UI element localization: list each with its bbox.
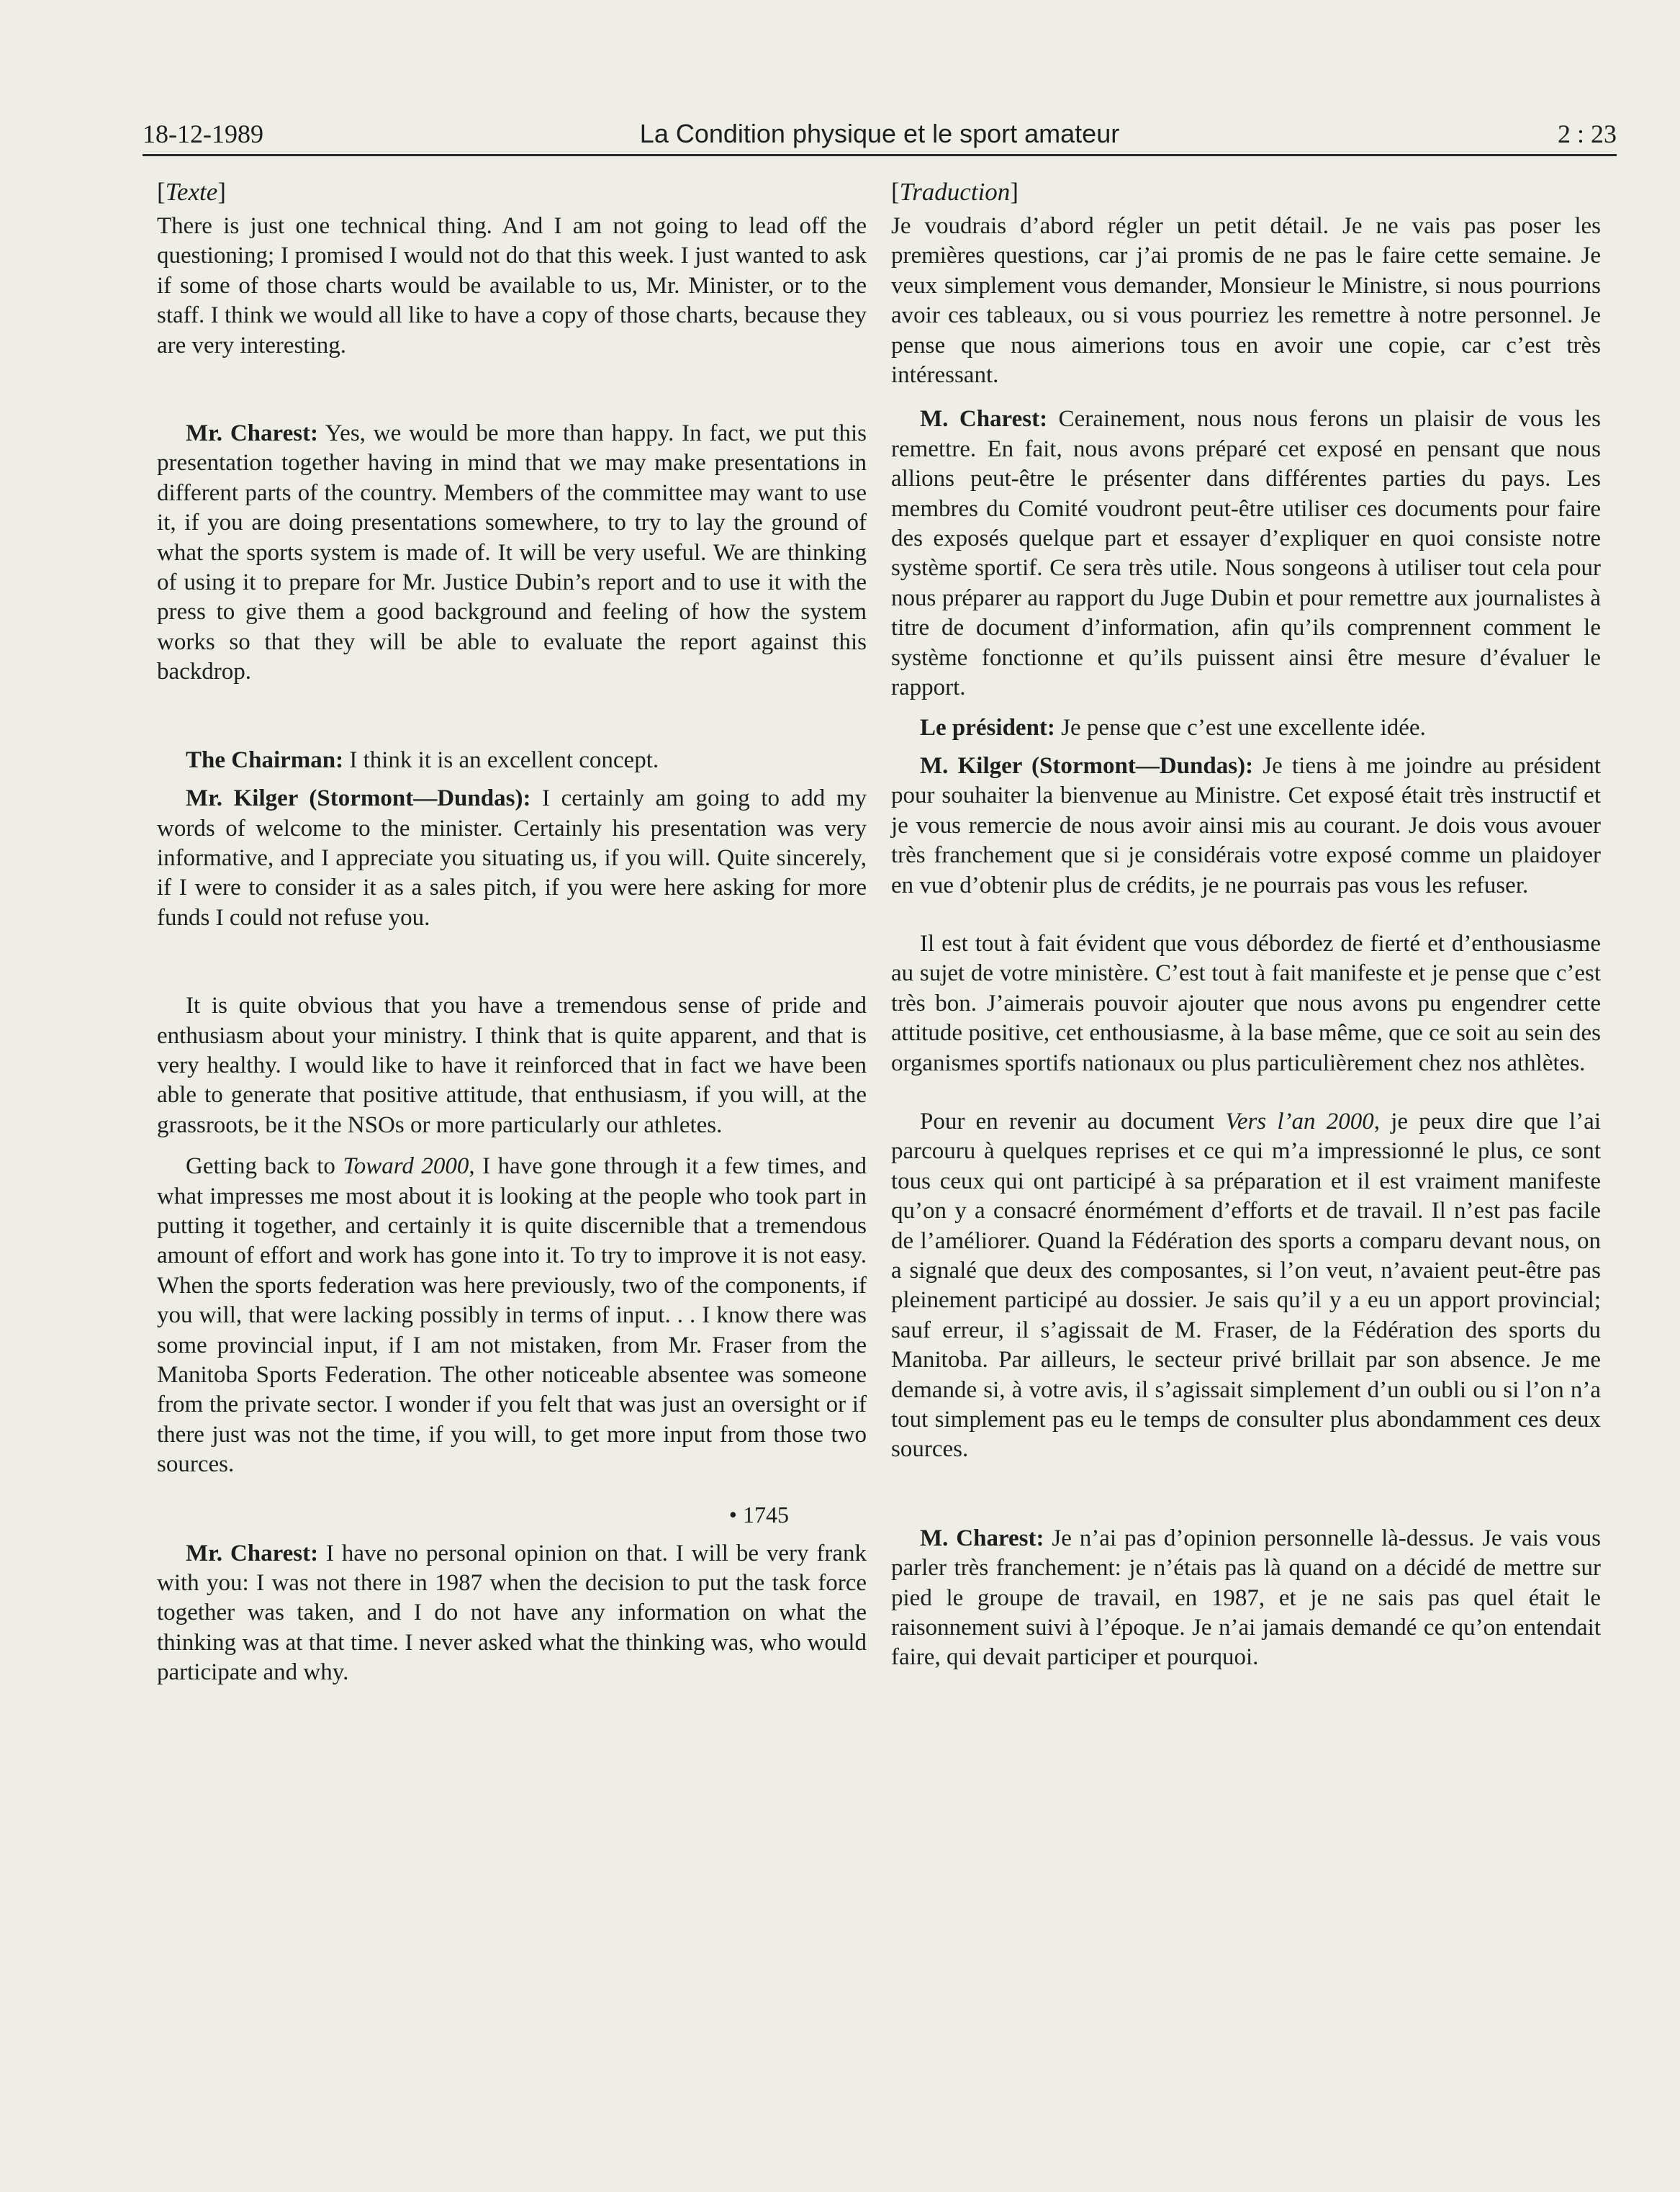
left-column <box>157 177 867 1688</box>
left-paragraph: Mr. Kilger (Stormont—Dundas): I certainly am going to add my words of welcome to the minister. Certainly his presentation was very informative, and I appreciate you situating us, if you will. Quite sincerely, if I were to consider it as a sales pitch, if you were here asking for more funds I could not refuse you. <box>157 785 867 931</box>
right-paragraph: M. Charest: Je n’ai pas d’opinion personnelle là-dessus. Je vais vous parler très franchement: je n’étais pas là quand on a décidé de mettre sur pied le groupe de travail, en 1987, et je ne sais pas quel était le raisonnement suivi à l’époque. Je n’ai jamais demandé ce qu’on entendait faire, qui devait participer et pourquoi. <box>891 1525 1601 1671</box>
left-paragraph: The Chairman: I think it is an excellent concept. <box>186 747 659 773</box>
right-column <box>891 177 1601 1673</box>
left-paragraph: Getting back to Toward 2000, I have gone through it a few times, and what impresses me most about it is looking at the people who took part in putting it together, and certainly it is quite discernible that a tremendous amount of effort and work has gone into it. To try to improve it is not easy. When the sports federation was here previously, two of the components, if you will, that were lacking possibly in terms of input. . . I know there was some provincial input, if I am not mistaken, from Mr. Fraser from the Manitoba Sports Federation. The other noticeable absentee was someone from the private sector. I wonder if you felt that was just an oversight or if there just was not the time, if you will, to get more input from those two sources. <box>157 1153 867 1478</box>
left-paragraph: Mr. Charest: Yes, we would be more than happy. In fact, we put this presentation together having in mind that we may make presentations in different parts of the country. Members of the committee may want to use it, if you are doing presentations somewhere, to try to lay the ground of what the sports system is made of. It will be very useful. We are thinking of using it to prepare for Mr. Justice Dubin’s report and to use it with the press to give them a good background and feeling of how the system works so that they will be able to evaluate the report against this backdrop. <box>157 420 867 685</box>
speaker-name: M. Charest: <box>920 406 1048 433</box>
page-header <box>143 118 1617 156</box>
right-paragraph: Le président: Je pense que c’est une excellente idée. <box>920 714 1426 741</box>
speaker-name: Mr. Charest: <box>186 1540 319 1566</box>
speaker-name: Mr. Charest: <box>186 420 319 447</box>
document-title: Vers l’an 2000 <box>1225 1108 1374 1135</box>
speaker-name: Mr. Kilger (Stormont—Dundas): <box>186 785 531 812</box>
left-language-label: [Texte] <box>157 178 226 206</box>
header-title: La Condition physique et le sport amateur <box>639 119 1120 148</box>
timestamp: • 1745 <box>728 1501 789 1528</box>
right-paragraph: Il est tout à fait évident que vous débordez de fierté et d’enthousiasme au sujet de votre ministère. C’est tout à fait manifeste et je pense que c’est très bon. J’aimerais pouvoir ajouter que nous avons pu engendrer cette attitude positive, cet enthousiasme, à la base même, que ce soit au sein des organismes sportifs nationaux ou plus particulièrement chez nos athlètes. <box>891 930 1601 1076</box>
speaker-name: Le président: <box>920 714 1055 741</box>
header-page-number: 2 : 23 <box>1557 119 1617 148</box>
right-paragraph: Je voudrais d’abord régler un petit détail. Je ne vais pas poser les premières questions, car j’ai promis de ne pas le faire cette semaine. Je veux simplement vous demander, Monsieur le Ministre, si nous pourrions avoir ces tableaux, ou si vous pourriez les remettre à notre personnel. Je pense que nous aimerions tous en avoir une copie, car c’est très intéressant. <box>891 213 1601 389</box>
right-language-label: [Traduction] <box>891 178 1019 206</box>
left-paragraph: Mr. Charest: I have no personal opinion on that. I will be very frank with you: I was not there in 1987 when the decision to put the task force together was taken, and I do not have any information on what the thinking was at that time. I never asked what the thinking was, who would participate and why. <box>157 1540 867 1686</box>
left-paragraph: There is just one technical thing. And I am not going to lead off the questioning; I promised I would not do that this week. I just wanted to ask if some of those charts would be available to us, Mr. Minister, or to the staff. I think we would all like to have a copy of those charts, because they are very interesting. <box>157 213 867 358</box>
right-paragraph: Pour en revenir au document Vers l’an 2000, je peux dire que l’ai parcouru à quelques reprises et ce qui m’a impressionné le plus, ce sont tous ceux qui ont participé à sa préparation et il est vraiment manifeste qu’on y a consacré énormément d’efforts et de travail. Il n’est pas facile de l’améliorer. Quand la Fédération des sports a comparu devant nous, on a signalé que deux des composantes, si l’on veut, n’avaient peut-être pas pleinement participé au dossier. Je sais qu’il y a eu un apport provincial; sauf erreur, il s’agissait de M. Fraser, de la Fédération des sports du Manitoba. Par ailleurs, le secteur privé brillait par son absence. Je me demande si, à votre avis, il s’agissait simplement d’un oubli ou si l’on n’a tout simplement pas eu le temps de consulter plus abondamment ces deux sources. <box>891 1108 1601 1463</box>
speaker-name: The Chairman: <box>186 747 344 773</box>
speaker-name: M. Kilger (Stormont—Dundas): <box>920 752 1254 779</box>
right-paragraph: M. Kilger (Stormont—Dundas): Je tiens à me joindre au président pour souhaiter la bienvenue au Ministre. Cet exposé était très instructif et je vous remercie de nous avoir ainsi mis au courant. Je dois vous avouer très franchement que si je considérais votre exposé comme un plaidoyer en vue d’obtenir plus de crédits, je ne pourrais pas vous les refuser. <box>891 752 1601 898</box>
left-paragraph: It is quite obvious that you have a tremendous sense of pride and enthusiasm about your ministry. I think that is quite apparent, and that is very healthy. I would like to have it reinforced that in fact we have been able to generate that positive attitude, that enthusiasm, if you will, at the grassroots, be it the NSOs or more particularly our athletes. <box>157 993 867 1138</box>
speaker-name: M. Charest: <box>920 1525 1044 1551</box>
header-date: 18-12-1989 <box>143 119 263 148</box>
document-title: Toward 2000 <box>343 1153 469 1180</box>
right-paragraph: M. Charest: Cerainement, nous nous ferons un plaisir de vous les remettre. En fait, nous avons préparé cet exposé en pensant que nous allions peut-être le présenter dans différentes parties du pays. Les membres du Comité voudront peut-être utiliser ces documents pour faire des exposés quelque part et essayer d’expliquer en quoi consiste notre système sportif. Ce sera très utile. Nous songeons à utiliser tout cela pour nous préparer au rapport du Juge Dubin et pour remettre aux journalistes à titre de document d’information, afin qu’ils comprennent comment le système fonctionne et qu’ils puissent ainsi être mesure d’évaluer le rapport. <box>891 406 1601 701</box>
